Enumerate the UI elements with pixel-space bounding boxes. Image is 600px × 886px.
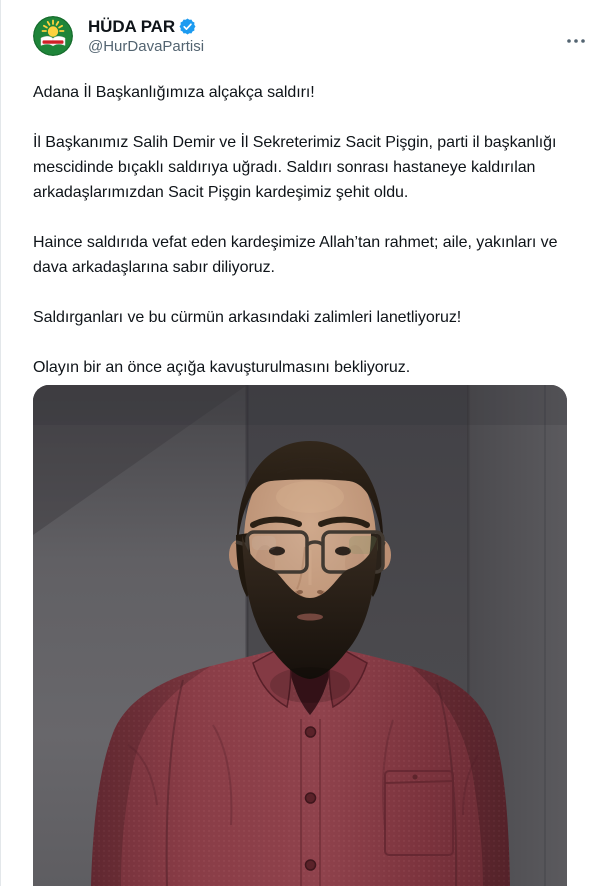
tweet-header xyxy=(33,16,567,56)
name-row xyxy=(88,16,204,37)
portrait-illustration xyxy=(33,385,567,886)
avatar[interactable] xyxy=(33,16,73,56)
tweet-text xyxy=(33,80,567,380)
tweet-paragraph-1: Adana İl Başkanlığımıza alçakça saldırı! xyxy=(33,84,315,101)
tweet-paragraph-4: Saldırganları ve bu cürmün arkasındaki zalimleri lanetliyoruz! xyxy=(33,309,462,326)
huda-par-logo-icon xyxy=(33,16,73,56)
verified-badge-icon xyxy=(179,18,196,35)
more-horizontal-icon xyxy=(565,30,587,52)
tweet-paragraph-5: Olayın bir an önce açığa kavuşturulmasını bekliyoruz. xyxy=(33,359,411,376)
tweet-photo[interactable] xyxy=(33,385,567,886)
account-identity xyxy=(88,16,204,57)
user-handle[interactable]: @HurDavaPartisi xyxy=(88,37,205,55)
display-name[interactable]: HÜDA PAR xyxy=(88,16,176,36)
tweet-paragraph-2: İl Başkanımız Salih Demir ve İl Sekreterimiz Sacit Pişgin, parti il başkanlığı mescidinde bıçaklı saldırıya uğradı. Saldırı sonrası hastaneye kaldırılan arkadaşlarımızdan Sacit Pişgin kardeşimiz şehit oldu. xyxy=(33,134,557,201)
tweet-paragraph-3: Haince saldırıda vefat eden kardeşimize Allah’tan rahmet; aile, yakınları ve dava arkadaşlarına sabır diliyoruz. xyxy=(33,234,558,276)
more-button[interactable] xyxy=(559,24,593,58)
